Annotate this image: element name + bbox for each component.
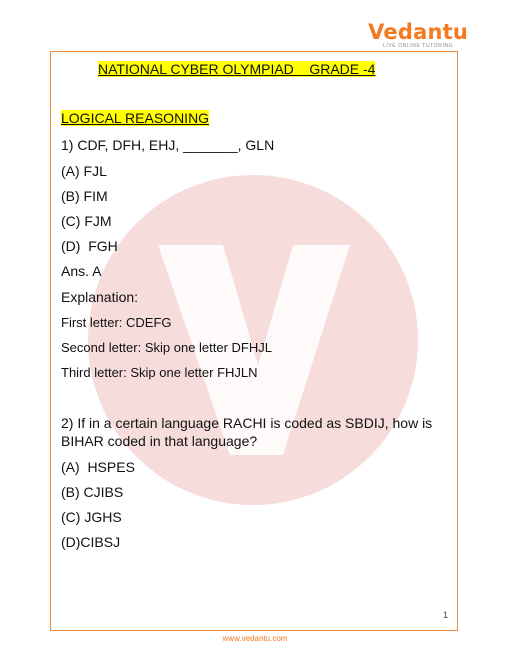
q2-option-a: (A) HSPES xyxy=(61,459,135,475)
question-1: 1) CDF, DFH, EHJ, _______, GLN xyxy=(61,137,275,153)
logo-wordmark: Vedantu xyxy=(368,20,468,44)
question-2-line-2: BIHAR coded in that language? xyxy=(61,433,258,449)
q1-option-c: (C) FJM xyxy=(61,213,112,229)
footer-url[interactable]: www.vedantu.com xyxy=(222,634,288,643)
q2-option-c: (C) JGHS xyxy=(61,509,122,525)
question-2-line-1: 2) If in a certain language RACHI is coded as SBDIJ, how is xyxy=(61,415,433,431)
q1-explanation-line: Third letter: Skip one letter FHJLN xyxy=(61,365,258,380)
q1-explanation-line: First letter: CDEFG xyxy=(61,315,172,330)
q1-explanation-line: Second letter: Skip one letter DFHJL xyxy=(61,340,272,355)
q1-explanation-label: Explanation: xyxy=(61,289,139,305)
page-title: NATIONAL CYBER OLYMPIAD GRADE -4 xyxy=(98,61,376,77)
q2-option-b: (B) CJIBS xyxy=(61,484,124,500)
logo-tagline: LIVE ONLINE TUTORING xyxy=(382,43,454,49)
q1-answer: Ans. A xyxy=(61,263,102,279)
q2-option-d: (D)CIBSJ xyxy=(61,534,121,550)
vedantu-logo xyxy=(368,20,468,49)
section-heading: LOGICAL REASONING xyxy=(61,110,210,126)
q1-option-a: (A) FJL xyxy=(61,163,107,179)
page-number: 1 xyxy=(443,610,449,620)
q1-option-d: (D) FGH xyxy=(61,238,118,254)
q1-option-b: (B) FIM xyxy=(61,188,108,204)
